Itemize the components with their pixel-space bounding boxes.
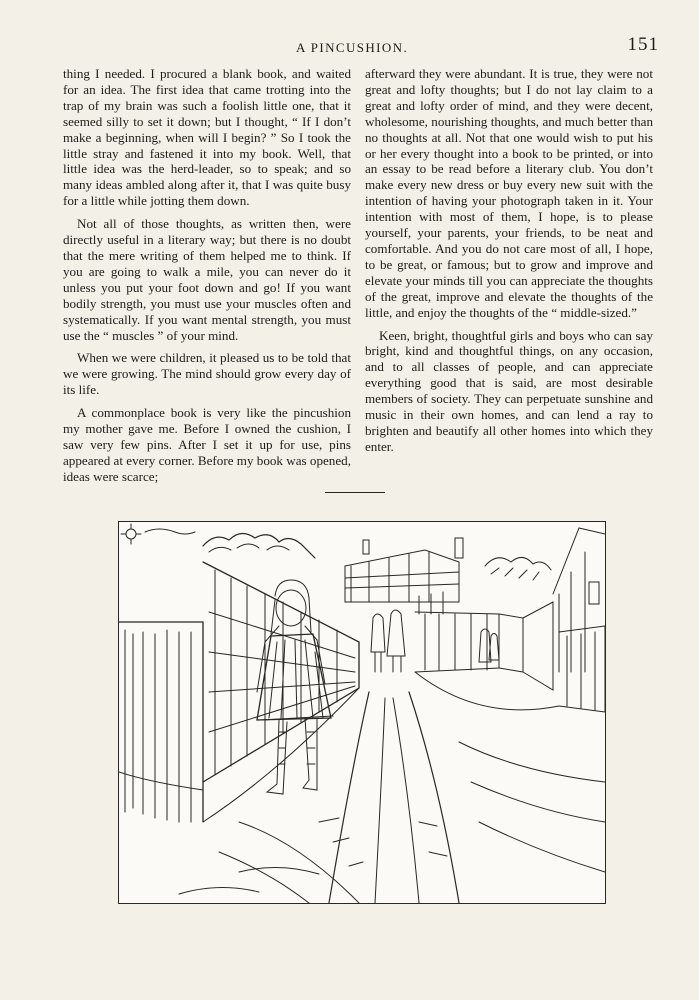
section-divider [325,492,385,493]
paragraph: A commonplace book is very like the pincushion my mother gave me. Before I owned the cushion, I saw very few pins. After I set it up for use, pins appeared at every corner. Before my book was opened, ideas were scarce; [63,405,351,484]
paragraph: Not all of those thoughts, as written then, were directly useful in a literary way; but there is no doubt that the mere writing of them helped me to think. If you are going to walk a mile, you can never do it unless you put your foot down and go! If you want bodily strength, you must use your muscles often and systematically. If you want mental strength, you must use the “ muscles ” of your mind. [63,216,351,343]
engraving-illustration [118,521,606,904]
paragraph: thing I needed. I procured a blank book, and waited for an idea. The first idea that came trotting into the trap of my brain was such a foolish little one, that it seemed silly to set it down; but I thought, “ If I don’t make a beginning, when will I begin? ” So I took the little stray and fastened it into my book. Well, that little idea was the herd-leader, so to speak; and so many ideas ambled along after it, that I was quite busy for a little while jotting them down. [63,66,351,209]
paragraph: Keen, bright, thoughtful girls and boys who can say bright, kind and thoughtful things, on any occasion, and to all classes of people, and can appreciate everything good that is said, are most desirable members of society. They can perpetuate sunshine and music in their own homes, and can lend a ray to brighten and beautify all other homes into which they enter. [365,327,653,454]
paragraph: When we were children, it pleased us to be told that we were growing. The mind should grow every day of its life. [63,350,351,398]
running-title: A PINCUSHION. [296,40,409,55]
paragraph: afterward they were abundant. It is true, they were not great and lofty thoughts; but I do not lay claim to a great and lofty order of mind, and they were decent, wholesome, nourishing thoughts, and much better than no thoughts at all. Not that one would wish to put his or her every thought into a book to be printed, or into an essay to be read before a literary club. You don’t make every new dress or buy every new suit with the intention of having your photograph taken in it. Your intention with most of them, I hope, is to please yourself, your parents, your friends, to be neat and comfortable. And you do not care most of all, I hope, to be great, or famous; but to grow and improve and elevate your minds till you can appreciate the thoughts of the great, improve and elevate the thoughts of the little, and enjoy the thoughts of the “ middle-sized.” [365,66,653,320]
lane-scene-drawing [119,522,605,903]
article-body [63,66,653,492]
right-column [365,66,653,492]
page-number: 151 [627,34,659,55]
left-column [63,66,351,492]
